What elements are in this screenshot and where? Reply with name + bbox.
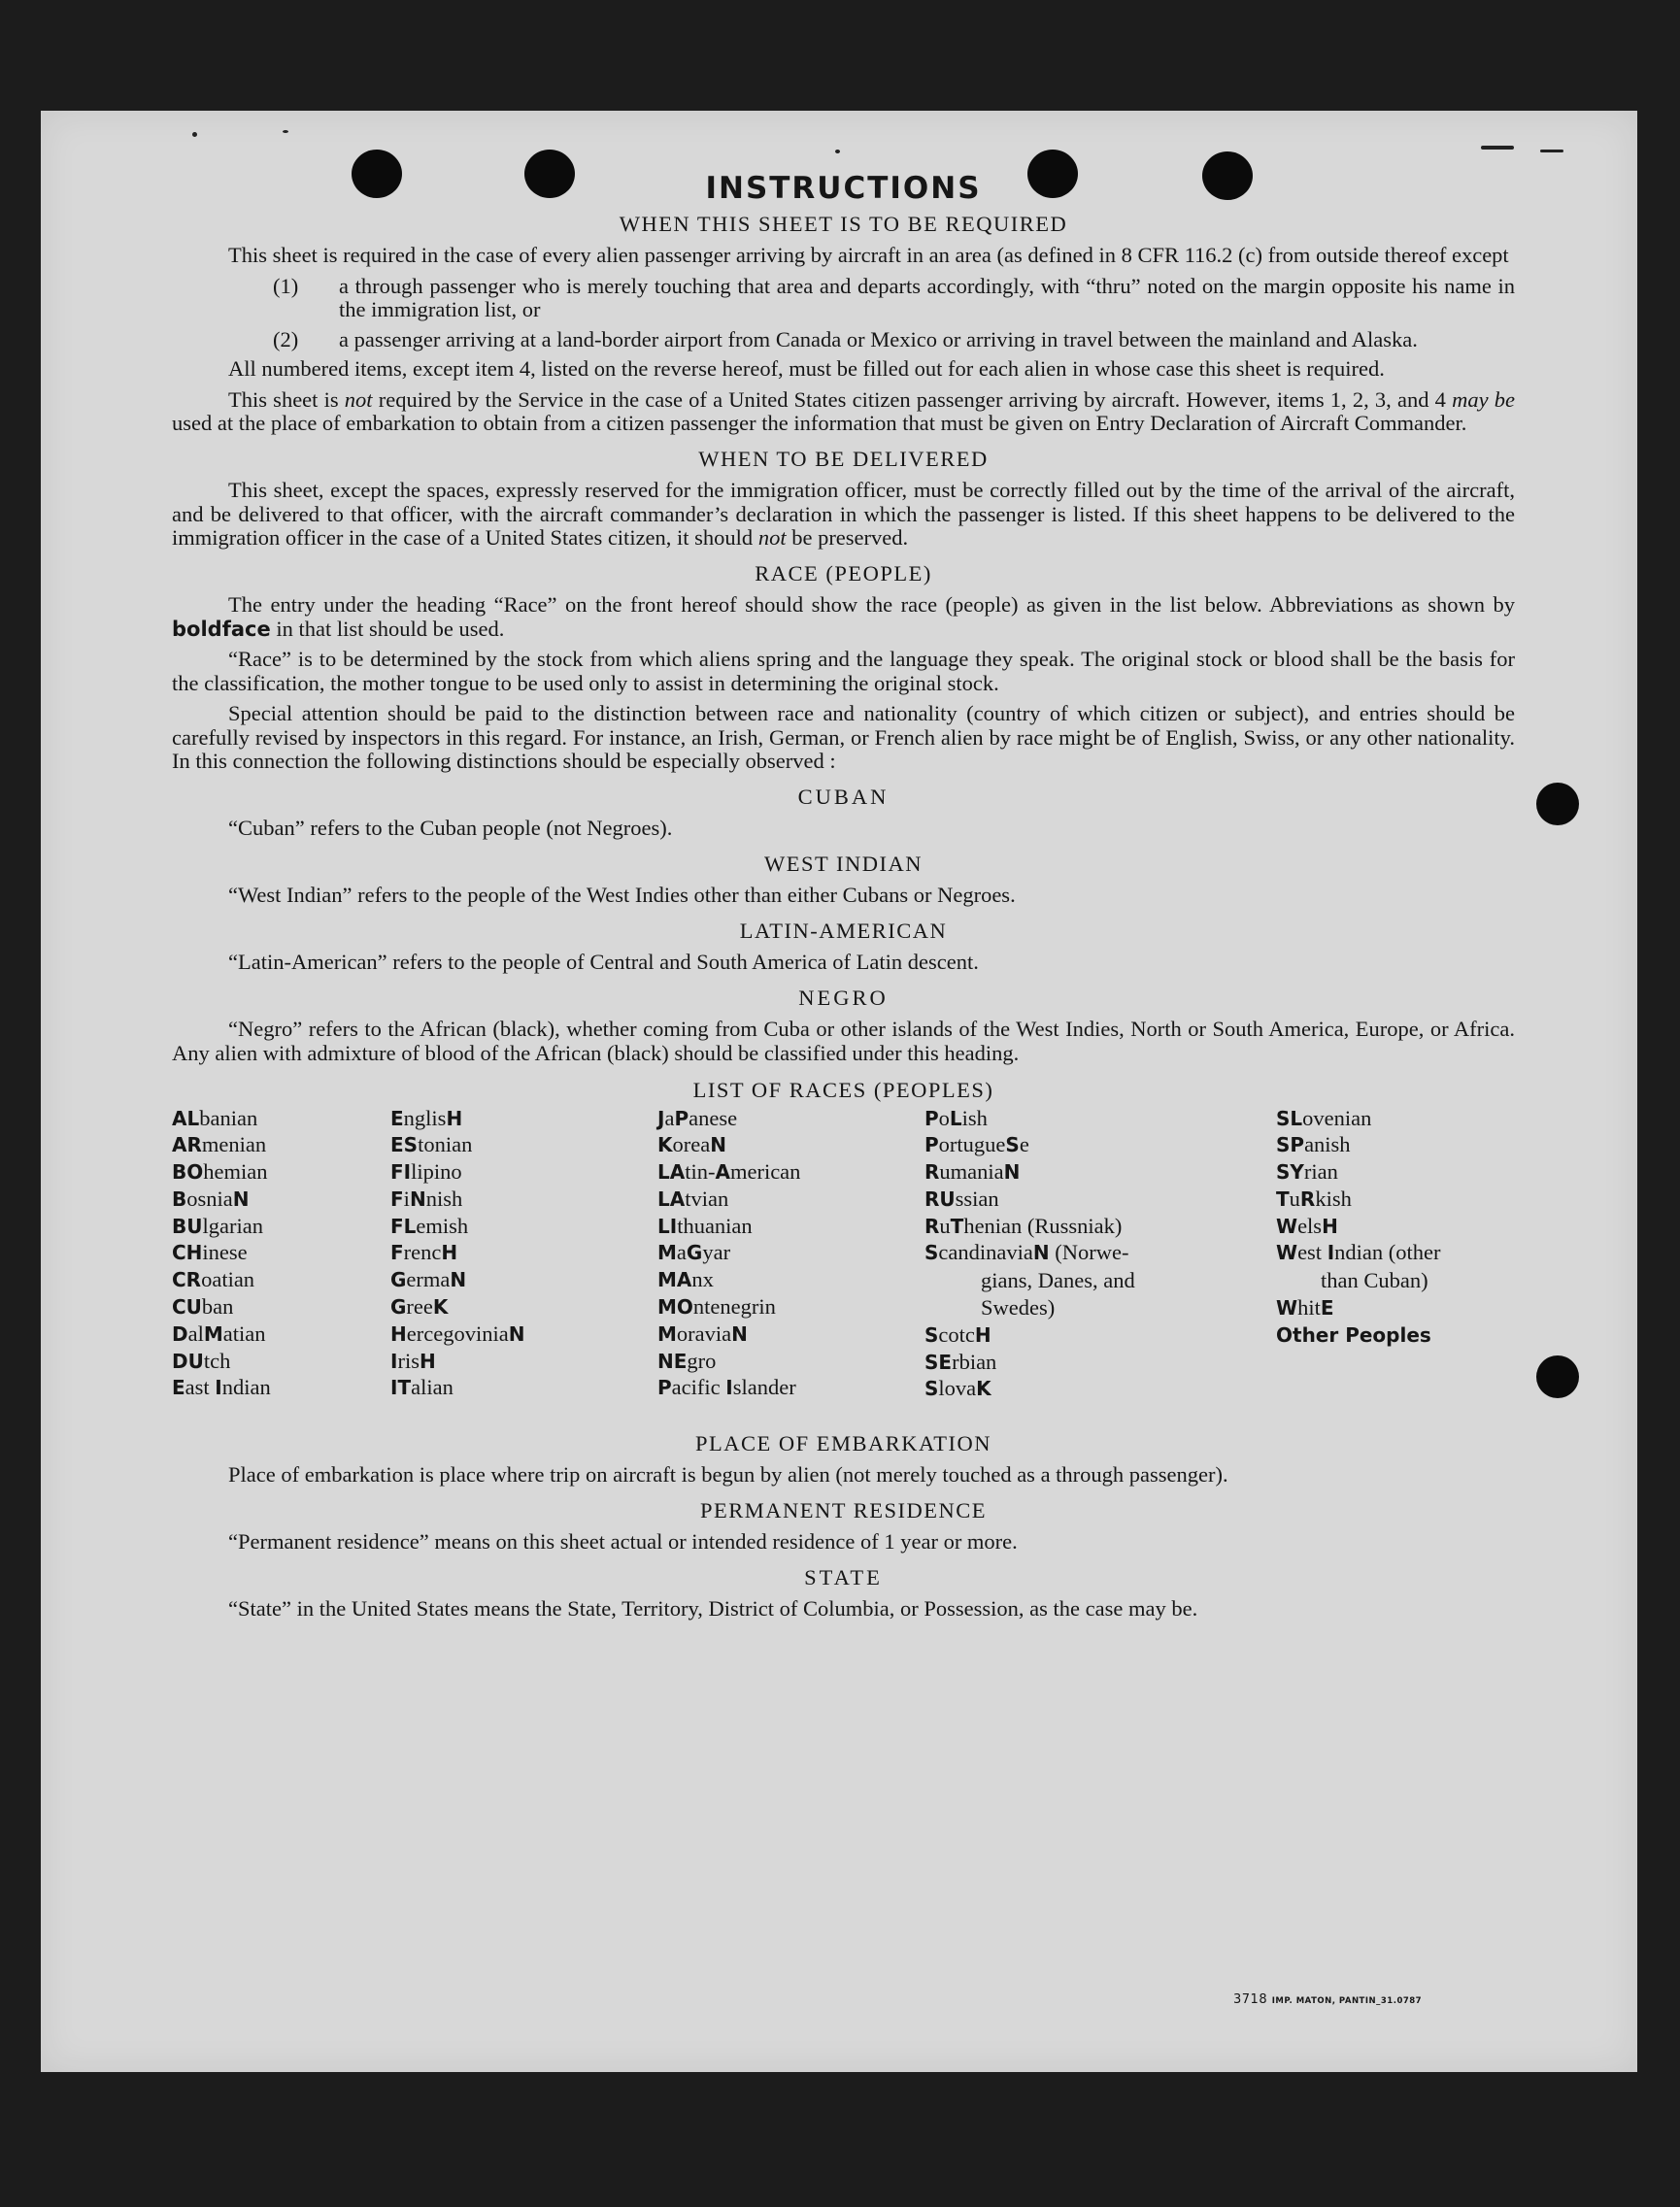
section-heading-cuban: CUBAN [797, 784, 890, 809]
race-entry: LAtin-American [657, 1159, 801, 1185]
race-entry: MaGyar [657, 1240, 731, 1265]
races-column [657, 1105, 800, 1402]
text-run: be preserved. [791, 525, 909, 550]
race-entry: GreeK [390, 1294, 449, 1320]
race-entry: RumaniaN [924, 1159, 1021, 1185]
page-title: INSTRUCTIONS [705, 171, 982, 206]
race-entry: SErbian [924, 1349, 997, 1374]
text-run: used at the place of embarkation to obtain from a citizen passenger the information that must be given on Entry Declaration of Aircraft Commander. [172, 411, 1467, 435]
paragraph-when-required: This sheet is required in the case of every alien passenger arriving by aircraft in an area (as defined in 8 CFR 116.2 (c) from outside thereof except [228, 243, 1509, 267]
race-entry: ITalian [390, 1375, 454, 1400]
paragraph-race-3: Special attention should be paid to the distinction between race and nationality (country of which citizen or subject), and entries should be carefully revised by inspectors in this regard. For instance, an Irish, German, or French alien by race might be of English, Swiss, or any other nationality. In this connection the following distinctions should be especially observed : [172, 701, 1515, 773]
boldface-word: boldface [172, 617, 271, 641]
print-speck [1481, 146, 1514, 150]
race-entry: TuRkish [1276, 1186, 1352, 1211]
race-entry: East Indian [172, 1375, 271, 1400]
paragraph-embarkation: Place of embarkation is place where trip on aircraft is begun by alien (not merely touched as a through passenger). [228, 1462, 1228, 1487]
punch-hole [1536, 783, 1579, 825]
race-entry: West Indian (other than Cuban) [1276, 1240, 1441, 1293]
race-entry: PortugueSe [924, 1132, 1029, 1157]
paragraph-when-delivered [172, 479, 1515, 551]
document-sheet [41, 111, 1637, 2072]
exception-item-2 [273, 326, 1515, 352]
race-entry: RuThenian (Russniak) [924, 1213, 1123, 1238]
text-run: This sheet, except the spaces, expressly reserved for the immigration officer, must be correctly filled out by the time of the arrival of the aircraft, and be delivered to that officer, with the aircraft commander’s declaration in which the passenger is listed. If this sheet happens to be delivered to the immigration officer in the case of a United States citizen, it should [172, 478, 1515, 550]
text-run: This sheet is [228, 386, 339, 412]
race-entry: SLovenian [1276, 1105, 1372, 1130]
race-entry: FLemish [390, 1213, 469, 1238]
list-of-races-heading: LIST OF RACES (PEOPLES) [692, 1078, 994, 1102]
race-entry: Other Peoples [1276, 1322, 1431, 1347]
print-speck [1540, 150, 1563, 152]
race-entry: Pacific Islander [657, 1375, 796, 1400]
emphasis-may-be: may be [1452, 386, 1515, 412]
race-entry: BUlgarian [172, 1213, 263, 1238]
race-entry: IrisH [390, 1348, 436, 1373]
emphasis-not: not [757, 525, 787, 550]
printer-imprint: IMP. MATON, PANTIN_31.0787 [1271, 1996, 1423, 2006]
item-text: a passenger arriving at a land-border airport from Canada or Mexico or arriving in travel between the mainland and Alaska. [339, 326, 1418, 351]
section-heading-race: RACE (PEOPLE) [755, 560, 932, 585]
race-entry: BosniaN [172, 1186, 250, 1211]
instructions-content [172, 171, 1515, 1628]
print-speck [192, 132, 197, 137]
race-entry: SlovaK [924, 1376, 991, 1401]
races-column [1276, 1105, 1515, 1349]
section-heading-residence: PERMANENT RESIDENCE [700, 1497, 987, 1522]
race-entry: WhitE [1276, 1295, 1334, 1321]
race-entry: NEgro [657, 1348, 717, 1373]
paragraph-race-1 [172, 593, 1515, 641]
race-entry: EnglisH [390, 1105, 463, 1130]
race-entry: DUtch [172, 1348, 231, 1373]
race-entry: FIlipino [390, 1159, 462, 1185]
form-number: 3718 [1233, 1992, 1268, 2007]
race-entry: ALbanian [172, 1105, 258, 1130]
race-entry: ScotcH [924, 1321, 991, 1347]
race-entry: ARmenian [172, 1132, 267, 1157]
paragraph-state: “State” in the United States means the State, Territory, District of Columbia, or Possession, as the case may be. [228, 1596, 1198, 1621]
paragraph-race-2: “Race” is to be determined by the stock from which aliens spring and the language they speak. The original stock or blood shall be the basis for the classification, the mother tongue to be used only to assist in determining the original stock. [172, 647, 1515, 695]
paragraph-west-indian: “West Indian” refers to the people of the West Indies other than either Cubans or Negroes. [228, 883, 1016, 907]
item-text: a through passenger who is merely touching that area and departs accordingly, with “thru” noted on the margin opposite his name in the immigration list, or [339, 273, 1515, 321]
paragraph-residence: “Permanent residence” means on this sheet actual or intended residence of 1 year or more. [228, 1529, 1018, 1554]
item-number: (1) [273, 273, 299, 298]
race-entry: MoraviaN [657, 1321, 748, 1346]
race-entry: LIthuanian [657, 1213, 753, 1238]
race-entry: FiNnish [390, 1186, 463, 1211]
print-speck [283, 130, 288, 133]
races-column [924, 1105, 1255, 1403]
section-heading-when-delivered: WHEN TO BE DELIVERED [698, 446, 989, 471]
race-entry: PoLish [924, 1105, 988, 1130]
race-entry: MOntenegrin [657, 1294, 776, 1320]
race-entry: BOhemian [172, 1159, 268, 1185]
races-list [172, 1105, 1515, 1421]
paragraph-citizen [172, 388, 1515, 436]
race-entry: MAnx [657, 1267, 714, 1292]
race-entry: EStonian [390, 1132, 473, 1157]
section-heading-latin-american: LATIN-AMERICAN [739, 918, 948, 943]
item-number: (2) [273, 326, 299, 351]
race-entry: GermaN [390, 1267, 467, 1292]
punch-hole [1536, 1355, 1579, 1398]
race-entry: HercegoviniaN [390, 1321, 525, 1346]
section-heading-west-indian: WEST INDIAN [764, 851, 923, 876]
races-column [172, 1105, 271, 1402]
section-heading-when-required: WHEN THIS SHEET IS TO BE REQUIRED [619, 211, 1068, 236]
race-entry: KoreaN [657, 1132, 726, 1157]
paragraph-negro: “Negro” refers to the African (black), whether coming from Cuba or other islands of the West Indies, North or South America, Europe, or Africa. Any alien with admixture of blood of the African (black) should be classified under this heading. [172, 1017, 1515, 1065]
race-entry: CUban [172, 1294, 234, 1320]
section-heading-state: STATE [804, 1564, 883, 1589]
section-heading-embarkation: PLACE OF EMBARKATION [694, 1430, 992, 1455]
race-entry: CRoatian [172, 1267, 255, 1292]
race-entry: WelsH [1276, 1213, 1338, 1238]
printer-footer [1233, 1992, 1422, 2007]
print-speck [835, 150, 840, 153]
paragraph-cuban: “Cuban” refers to the Cuban people (not Negroes). [228, 816, 673, 840]
race-entry: JaPanese [657, 1105, 738, 1130]
race-entry: SYrian [1276, 1159, 1338, 1185]
race-entry: DalMatian [172, 1321, 266, 1346]
race-entry: CHinese [172, 1240, 248, 1265]
text-run: The entry under the heading “Race” on the front hereof should show the race (people) as given in the list below. Abbreviations as shown by [228, 592, 1515, 617]
exception-item-1 [273, 273, 1515, 322]
race-entry: RUssian [924, 1186, 999, 1211]
races-column [390, 1105, 524, 1402]
section-heading-negro: NEGRO [798, 985, 889, 1010]
text-run: in that list should be used. [276, 616, 505, 641]
race-entry: FrencH [390, 1240, 458, 1265]
text-run: required by the Service in the case of a United States citizen passenger arriving by aircraft. However, items 1, 2, 3, and 4 [378, 386, 1446, 412]
paragraph-latin-american: “Latin-American” refers to the people of Central and South America of Latin descent. [228, 950, 979, 974]
paragraph-numbered-items: All numbered items, except item 4, listed on the reverse hereof, must be filled out for each alien in whose case this sheet is required. [228, 356, 1385, 381]
race-entry: ScandinaviaN (Norwe- gians, Danes, and Swedes) [924, 1240, 1135, 1321]
race-entry: LAtvian [657, 1186, 729, 1211]
emphasis-not: not [344, 386, 373, 412]
race-entry: SPanish [1276, 1132, 1351, 1157]
